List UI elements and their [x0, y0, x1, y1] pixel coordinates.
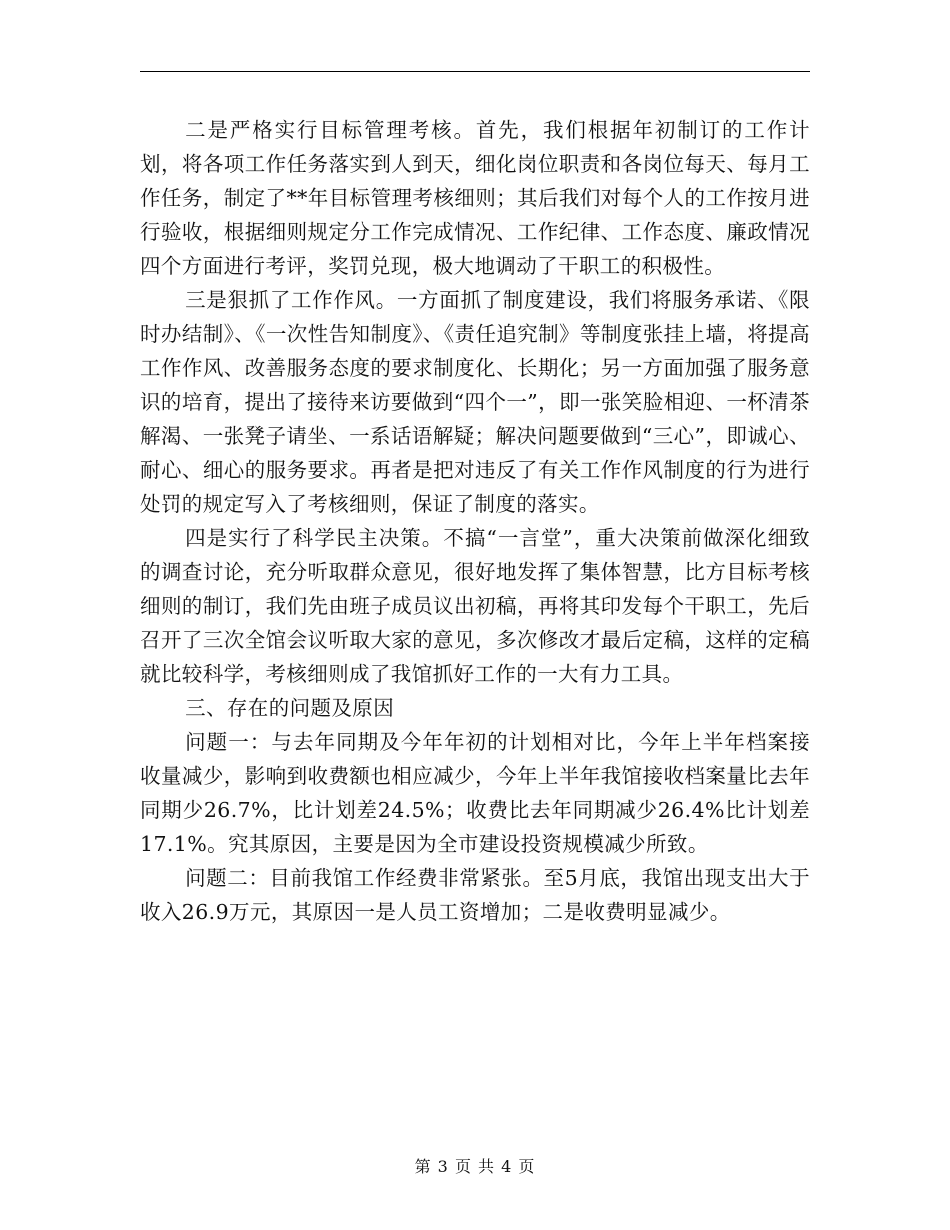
paragraph-democratic-decision: 四是实行了科学民主决策。不搞“一言堂”，重大决策前做深化细致的调查讨论，充分听取群众意见，很好地发挥了集体智慧，比方目标考核细则的制订，我们先由班子成员议出初稿，再将其印发每个干职工，先后召开了三次全馆会议听取大家的意见，多次修改才最后定稿，这样的定稿就比较科学，考核细则成了我馆抓好工作的一大有力工具。	[140, 526, 810, 686]
page-footer	[0, 1154, 950, 1177]
header-rule	[140, 71, 810, 72]
section-heading-problems: 三、存在的问题及原因	[185, 696, 395, 720]
document-body	[140, 113, 810, 929]
paragraph-problem-one: 问题一：与去年同期及今年年初的计划相对比，今年上半年档案接收量减少，影响到收费额也相应减少，今年上半年我馆接收档案量比去年同期少26.7%，比计划差24.5%；收费比去年同期减少26.4%比计划差17.1%。究其原因，主要是因为全市建设投资规模减少所致。	[140, 730, 810, 856]
paragraph-problem-two: 问题二：目前我馆工作经费非常紧张。至5月底，我馆出现支出大于收入26.9万元，其原因一是人员工资增加；二是收费明显减少。	[140, 866, 810, 924]
paragraph-work-style: 三是狠抓了工作作风。一方面抓了制度建设，我们将服务承诺、《限时办结制》、《一次性告知制度》、《责任追究制》等制度张挂上墙，将提高工作作风、改善服务态度的要求制度化、长期化；另一方面加强了服务意识的培育，提出了接待来访要做到“四个一”，即一张笑脸相迎、一杯清茶解渴、一张凳子请坐、一系话语解疑；解决问题要做到“三心”，即诚心、耐心、细心的服务要求。再者是把对违反了有关工作作风制度的行为进行处罚的规定写入了考核细则，保证了制度的落实。	[140, 288, 810, 516]
page-number: 第 3 页 共 4 页	[414, 1157, 536, 1176]
paragraph-target-management: 二是严格实行目标管理考核。首先，我们根据年初制订的工作计划，将各项工作任务落实到人到天，细化岗位职责和各岗位每天、每月工作任务，制定了**年目标管理考核细则；其后我们对每个人的工作按月进行验收，根据细则规定分工作完成情况、工作纪律、工作态度、廉政情况四个方面进行考评，奖罚兑现，极大地调动了干职工的积极性。	[140, 118, 810, 278]
